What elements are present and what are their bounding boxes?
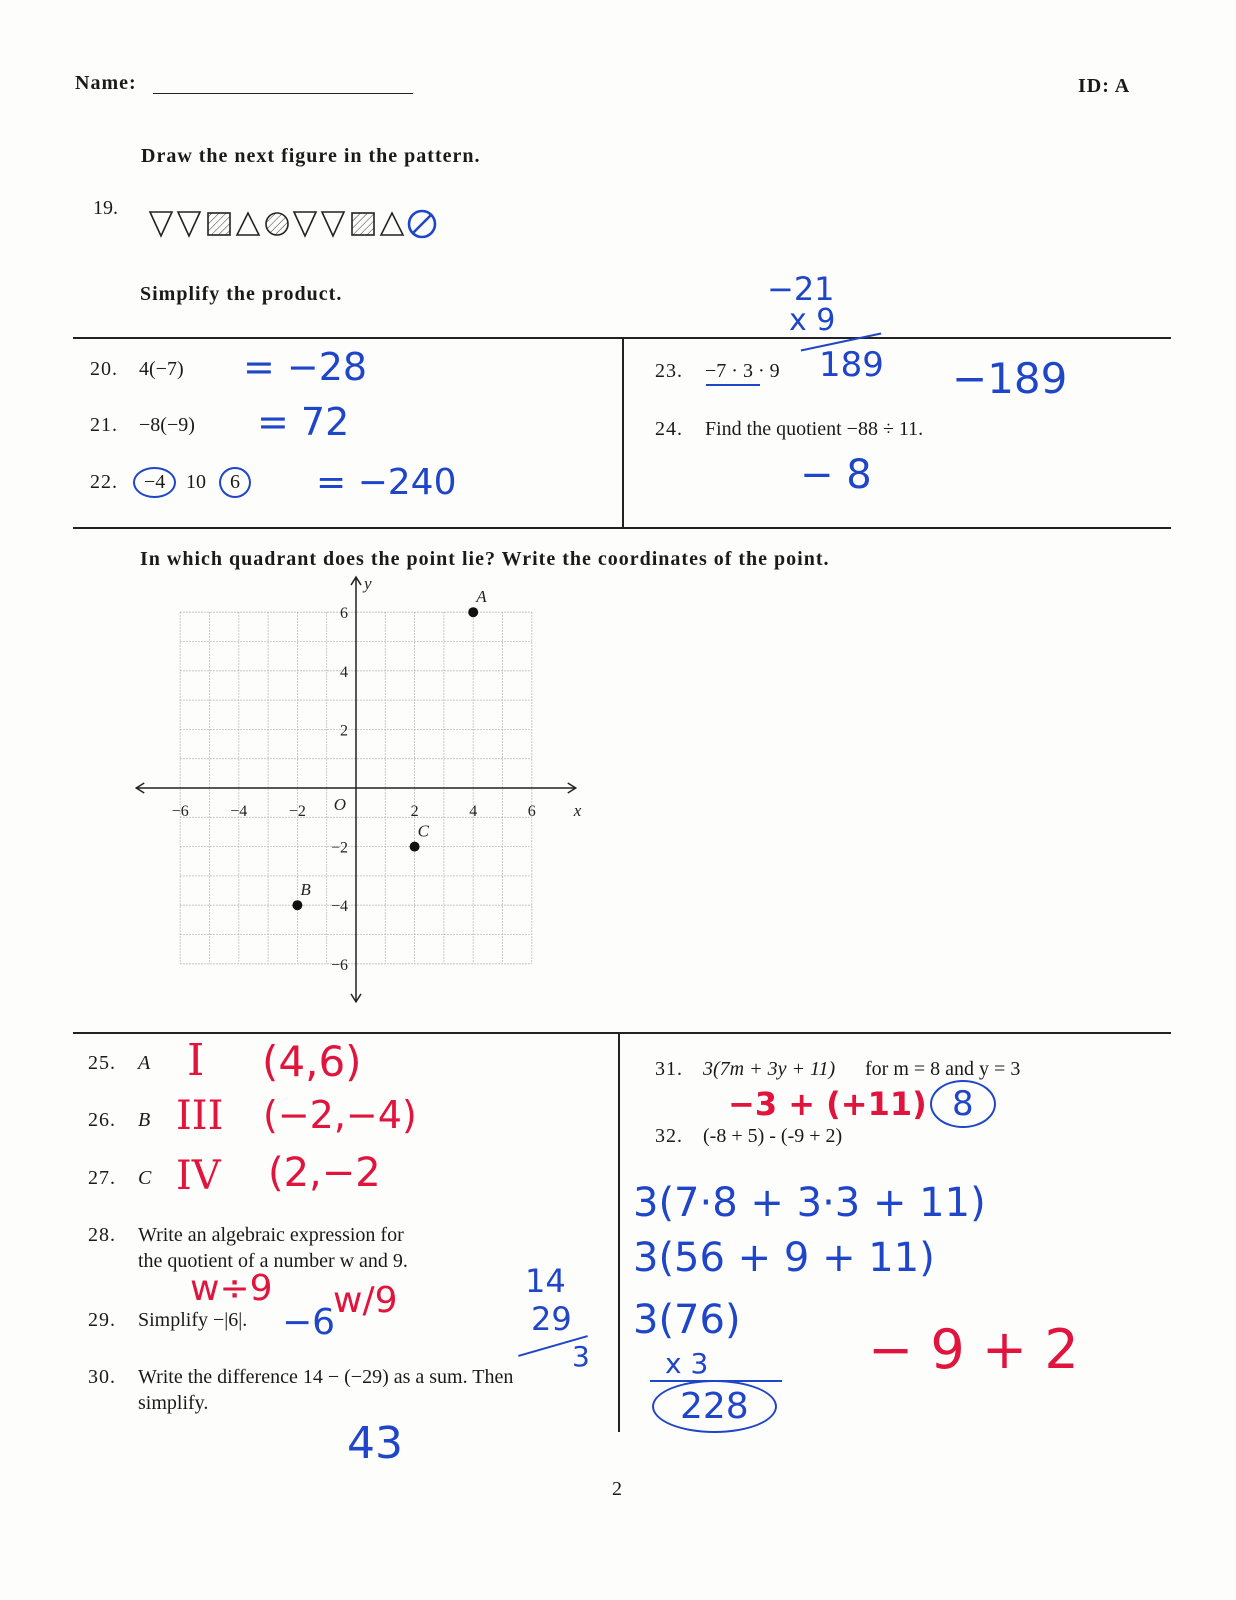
q25-text: A <box>138 1052 151 1074</box>
y-axis-label: y <box>364 574 372 594</box>
q28-number: 28. <box>88 1224 116 1246</box>
q30-line2: simplify. <box>138 1392 209 1414</box>
point-label-b: B <box>300 880 311 900</box>
pattern-instruction: Draw the next figure in the pattern. <box>141 145 481 167</box>
hatched-square-icon <box>208 213 230 235</box>
graph-axes <box>136 577 576 1002</box>
q22-number: 22. <box>90 471 118 493</box>
work-30-c: 3 <box>572 1340 590 1373</box>
down-triangle-icon <box>178 212 200 236</box>
y-tick-label: −4 <box>330 898 348 916</box>
answer-25-quadrant: I <box>187 1035 205 1086</box>
quadrant-instruction: In which quadrant does the point lie? Write the coordinates of the point. <box>140 548 830 570</box>
up-triangle-icon <box>237 213 259 235</box>
answer-28: w÷9 <box>190 1268 273 1309</box>
point-a <box>468 607 478 617</box>
q31-number: 31. <box>655 1058 683 1080</box>
x-tick-label: 2 <box>410 803 419 820</box>
work-30-a: 14 <box>525 1262 566 1300</box>
q32-number: 32. <box>655 1125 683 1147</box>
answer-29-a: −6 <box>282 1302 336 1343</box>
x-axis-label: x <box>573 801 582 820</box>
work-31-line3: 3(76) <box>633 1297 741 1343</box>
point-c <box>410 842 420 852</box>
divider-vertical-2 <box>618 1032 620 1432</box>
answer-20: = −28 <box>243 345 368 389</box>
q27-text: C <box>138 1167 152 1189</box>
q23-underline <box>706 384 760 386</box>
q32-text: (-8 + 5) - (-9 + 2) <box>703 1125 843 1147</box>
answer-25-coords: (4,6) <box>262 1037 362 1086</box>
divider-mid <box>73 527 1171 529</box>
answer-31: 228 <box>652 1380 777 1433</box>
q31-condition: for m = 8 and y = 3 <box>865 1058 1021 1080</box>
q27-number: 27. <box>88 1167 116 1189</box>
page-number: 2 <box>612 1478 622 1500</box>
divider-vertical-1 <box>622 337 624 529</box>
q25-number: 25. <box>88 1052 116 1074</box>
answer-26-coords: (−2,−4) <box>263 1093 417 1137</box>
answer-24: − 8 <box>800 452 872 498</box>
answer-23: −189 <box>952 354 1068 403</box>
q26-number: 26. <box>88 1109 116 1131</box>
name-label: Name: <box>75 72 137 94</box>
answer-32: 8 <box>930 1080 996 1128</box>
hatched-square-icon <box>352 213 374 235</box>
drawn-circle-answer-icon <box>409 211 435 237</box>
work-right-red: − 9 + 2 <box>868 1318 1079 1381</box>
answer-30: 43 <box>347 1418 403 1469</box>
q22-factor-b: 10 <box>186 471 206 493</box>
work-30-b: 29 <box>531 1300 572 1338</box>
q28-line2: the quotient of a number w and 9. <box>138 1250 408 1272</box>
answer-22: = −240 <box>316 462 457 503</box>
q30-number: 30. <box>88 1366 116 1388</box>
answer-29-b: w/9 <box>333 1280 398 1321</box>
q24-number: 24. <box>655 418 683 440</box>
x-tick-label: −4 <box>230 803 248 820</box>
y-tick-label: −6 <box>330 956 348 974</box>
product-instruction: Simplify the product. <box>140 283 343 305</box>
point-b <box>292 900 302 910</box>
x-tick-label: 4 <box>469 803 478 820</box>
hatched-circle-icon <box>266 213 288 235</box>
q24-text: Find the quotient −88 ÷ 11. <box>705 418 924 440</box>
q20-number: 20. <box>90 358 118 380</box>
point-label-a: A <box>476 587 487 607</box>
q26-text: B <box>138 1109 151 1131</box>
q28-line1: Write an algebraic expression for <box>138 1224 404 1246</box>
down-triangle-icon <box>322 212 344 236</box>
name-line <box>153 93 413 94</box>
up-triangle-icon <box>381 213 403 235</box>
graph-points <box>292 587 487 910</box>
coordinate-graph <box>130 568 590 1008</box>
work-31-line1: 3(7·8 + 3·3 + 11) <box>633 1180 986 1226</box>
y-tick-label: 4 <box>340 663 348 681</box>
q21-text: −8(−9) <box>139 414 195 436</box>
down-triangle-icon <box>294 212 316 236</box>
q22-factor-c: 6 <box>219 467 251 498</box>
origin-label: O <box>333 795 346 814</box>
q30-line1: Write the difference 14 − (−29) as a sum. Then <box>138 1366 514 1388</box>
x-tick-label: −6 <box>171 803 189 820</box>
work-31-line2: 3(56 + 9 + 11) <box>633 1235 935 1281</box>
y-tick-label: −2 <box>330 839 348 857</box>
id-label: ID: A <box>1078 75 1131 97</box>
q19-number: 19. <box>93 197 118 219</box>
work-31-line4: x 3 <box>665 1347 709 1380</box>
pattern-sequence <box>148 206 478 244</box>
down-triangle-icon <box>150 212 172 236</box>
graph-tick-labels <box>172 574 582 974</box>
q23-text: −7 · 3 · 9 <box>705 360 780 382</box>
answer-26-quadrant: III <box>176 1093 224 1139</box>
work-23-bottom: 189 <box>819 345 884 385</box>
work-32: −3 + (+11) <box>728 1085 927 1123</box>
q29-number: 29. <box>88 1309 116 1331</box>
answer-27-quadrant: IV <box>176 1153 221 1199</box>
q29-text: Simplify −|6|. <box>138 1309 248 1331</box>
q20-text: 4(−7) <box>139 358 184 380</box>
work-23-mid: x 9 <box>789 303 836 338</box>
x-tick-label: −2 <box>288 803 306 820</box>
x-tick-label: 6 <box>527 803 536 820</box>
y-tick-label: 6 <box>340 605 348 623</box>
divider-bottom <box>73 1032 1171 1034</box>
q22-factor-a: −4 <box>133 467 176 498</box>
answer-27-coords: (2,−2 <box>268 1150 381 1196</box>
q31-expression: 3(7m + 3y + 11) <box>703 1058 836 1080</box>
answer-21: = 72 <box>257 400 350 444</box>
y-tick-label: 2 <box>340 722 348 740</box>
point-label-c: C <box>417 821 429 841</box>
work-23-top: −21 <box>767 270 835 308</box>
q23-number: 23. <box>655 360 683 382</box>
q21-number: 21. <box>90 414 118 436</box>
